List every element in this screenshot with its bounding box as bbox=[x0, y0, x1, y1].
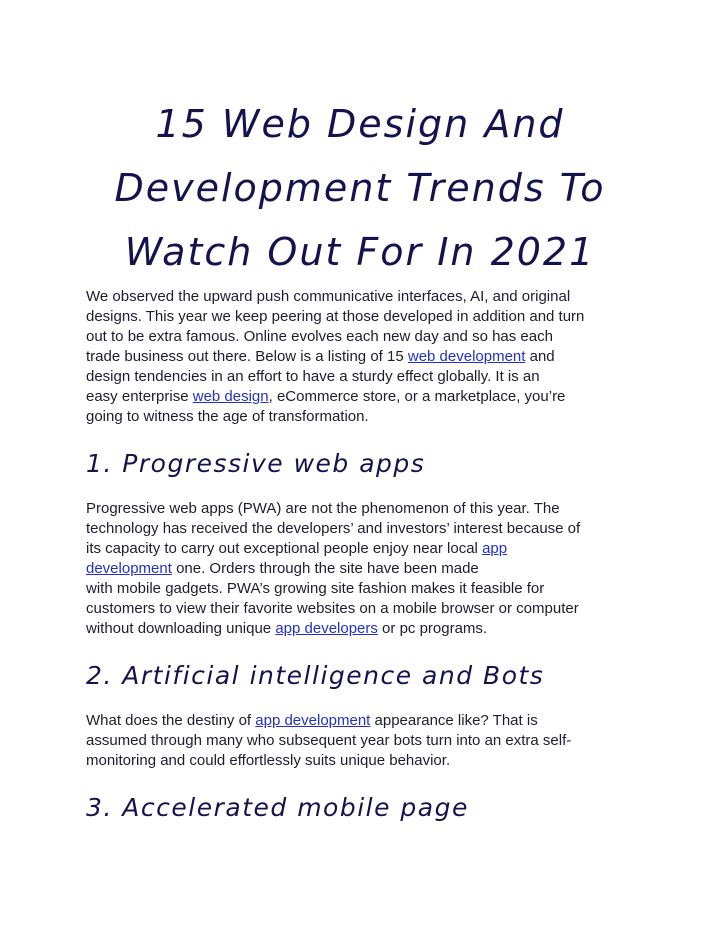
section-1-line bbox=[86, 559, 646, 579]
intro-text: trade business out there. Below is a listing of 15 bbox=[86, 348, 408, 365]
section-1-line: Progressive web apps (PWA) are not the phenomenon of this year. The bbox=[86, 500, 560, 517]
section-2-line: monitoring and could effortlessly suits unique behavior. bbox=[86, 752, 451, 769]
section-1-paragraph bbox=[86, 499, 646, 639]
app-developers-link[interactable]: app developers bbox=[275, 620, 378, 637]
section-3-heading: 3. Accelerated mobile page bbox=[86, 793, 469, 822]
section-2-text: What does the destiny of bbox=[86, 712, 256, 729]
section-1-text: one. Orders through the site have been made bbox=[171, 560, 479, 577]
section-1-line bbox=[86, 619, 646, 639]
app-development-link-cont[interactable]: development bbox=[86, 560, 172, 577]
section-1-text: without downloading unique bbox=[86, 620, 276, 637]
intro-paragraph bbox=[86, 287, 646, 427]
intro-text: easy enterprise bbox=[86, 388, 193, 405]
section-2-line bbox=[86, 711, 646, 731]
section-1-line: technology has received the developers’ and investors’ interest because of bbox=[86, 520, 581, 537]
intro-line: out to be extra famous. Online evolves each new day and so has each bbox=[86, 328, 553, 345]
intro-line bbox=[86, 347, 646, 367]
section-1-line bbox=[86, 539, 646, 559]
intro-line: going to witness the age of transformation. bbox=[86, 408, 369, 425]
title-line-1: 15 Web Design And bbox=[155, 102, 565, 146]
section-1-text: its capacity to carry out exceptional people enjoy near local bbox=[86, 540, 483, 557]
page-title bbox=[0, 92, 720, 284]
intro-line bbox=[86, 387, 646, 407]
intro-line: designs. This year we keep peering at those developed in addition and turn bbox=[86, 308, 585, 325]
web-design-link[interactable]: web design bbox=[192, 388, 269, 405]
intro-line: We observed the upward push communicative interfaces, AI, and original bbox=[86, 288, 571, 305]
intro-line: design tendencies in an effort to have a sturdy effect globally. It is an bbox=[86, 368, 540, 385]
section-2-heading: 2. Artificial intelligence and Bots bbox=[86, 661, 545, 690]
intro-text: and bbox=[525, 348, 555, 365]
title-line-2: Development Trends To bbox=[114, 166, 606, 210]
section-1-text: or pc programs. bbox=[377, 620, 488, 637]
web-development-link[interactable]: web development bbox=[407, 348, 526, 365]
section-1-line: customers to view their favorite websites on a mobile browser or computer bbox=[86, 600, 579, 617]
app-development-link[interactable]: app bbox=[482, 540, 508, 557]
title-line-3: Watch Out For In 2021 bbox=[124, 230, 596, 274]
section-1-line: with mobile gadgets. PWA’s growing site fashion makes it feasible for bbox=[86, 580, 545, 597]
app-development-link-2[interactable]: app development bbox=[255, 712, 371, 729]
section-2-text: appearance like? That is bbox=[370, 712, 538, 729]
section-2-paragraph bbox=[86, 711, 646, 771]
section-1-heading: 1. Progressive web apps bbox=[86, 449, 426, 478]
section-2-line: assumed through many who subsequent year bots turn into an extra self- bbox=[86, 732, 572, 749]
intro-text: , eCommerce store, or a marketplace, you’re bbox=[268, 388, 566, 405]
